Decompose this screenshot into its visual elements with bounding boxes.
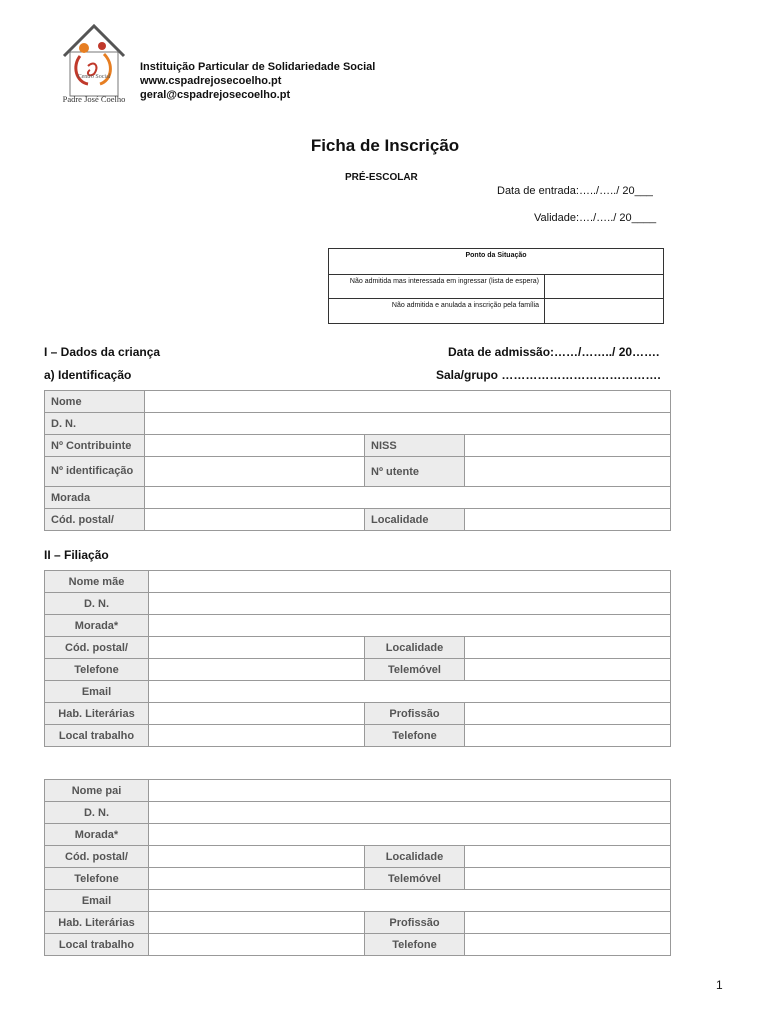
child-identification-table <box>44 390 671 531</box>
father-work-phone-input[interactable] <box>465 934 671 956</box>
entry-date-field[interactable]: Data de entrada:…../…../ 20___ <box>497 185 653 197</box>
father-profession-label: Profissão <box>365 912 465 934</box>
father-education-input[interactable] <box>149 912 365 934</box>
situation-box <box>328 248 664 324</box>
child-id-input[interactable] <box>145 457 365 487</box>
mother-phone-label: Telefone <box>45 659 149 681</box>
admission-date-field[interactable]: Data de admissão:……/……../ 20……. <box>448 345 660 359</box>
father-dob-input[interactable] <box>149 802 671 824</box>
institution-email[interactable]: geral@cspadrejosecoelho.pt <box>140 89 291 101</box>
mother-education-input[interactable] <box>149 703 365 725</box>
mother-dob-input[interactable] <box>149 593 671 615</box>
child-address-label: Morada <box>45 487 145 509</box>
mother-email-input[interactable] <box>149 681 671 703</box>
page-subtitle: PRÉ-ESCOLAR <box>345 172 418 183</box>
child-locality-label: Localidade <box>365 509 465 531</box>
mother-postal-input[interactable] <box>149 637 365 659</box>
mother-work-phone-input[interactable] <box>465 725 671 747</box>
father-phone-input[interactable] <box>149 868 365 890</box>
mother-name-label: Nome mãe <box>45 571 149 593</box>
child-health-input[interactable] <box>465 457 671 487</box>
institution-logo <box>58 22 130 104</box>
mother-dob-label: D. N. <box>45 593 149 615</box>
page-number: 1 <box>716 978 723 992</box>
father-mobile-input[interactable] <box>465 868 671 890</box>
father-education-label: Hab. Literárias <box>45 912 149 934</box>
child-name-label: Nome <box>45 391 145 413</box>
child-id-label: Nº identificação <box>45 457 145 487</box>
father-work-phone-label: Telefone <box>365 934 465 956</box>
father-mobile-label: Telemóvel <box>365 868 465 890</box>
father-address-label: Morada* <box>45 824 149 846</box>
child-tax-label: Nº Contribuinte <box>45 435 145 457</box>
father-table <box>44 779 671 956</box>
father-profession-input[interactable] <box>465 912 671 934</box>
svg-text:Centro Social: Centro Social <box>77 74 111 80</box>
child-address-input[interactable] <box>145 487 671 509</box>
child-postal-input[interactable] <box>145 509 365 531</box>
mother-education-label: Hab. Literárias <box>45 703 149 725</box>
svg-text:Padre José Coelho: Padre José Coelho <box>62 94 126 104</box>
child-health-label: Nº utente <box>365 457 465 487</box>
page-title: Ficha de Inscrição <box>310 136 460 155</box>
father-locality-input[interactable] <box>465 846 671 868</box>
section1-heading: I – Dados da criança <box>44 345 161 359</box>
father-postal-label: Cód. postal/ <box>45 846 149 868</box>
mother-mobile-label: Telemóvel <box>365 659 465 681</box>
situation-row-waitlist <box>329 275 663 299</box>
child-niss-label: NISS <box>365 435 465 457</box>
child-dob-input[interactable] <box>145 413 671 435</box>
mother-profession-label: Profissão <box>365 703 465 725</box>
mother-postal-label: Cód. postal/ <box>45 637 149 659</box>
mother-address-label: Morada* <box>45 615 149 637</box>
institution-info <box>140 60 375 102</box>
father-locality-label: Localidade <box>365 846 465 868</box>
situation-row-cancelled <box>329 299 663 323</box>
father-email-input[interactable] <box>149 890 671 912</box>
mother-mobile-input[interactable] <box>465 659 671 681</box>
child-niss-input[interactable] <box>465 435 671 457</box>
child-tax-input[interactable] <box>145 435 365 457</box>
mother-email-label: Email <box>45 681 149 703</box>
validity-field[interactable]: Validade:…./…../ 20____ <box>534 212 657 224</box>
mother-locality-input[interactable] <box>465 637 671 659</box>
mother-phone-input[interactable] <box>149 659 365 681</box>
mother-table <box>44 570 671 747</box>
mother-workplace-label: Local trabalho <box>45 725 149 747</box>
father-dob-label: D. N. <box>45 802 149 824</box>
father-workplace-input[interactable] <box>149 934 365 956</box>
institution-website[interactable]: www.cspadrejosecoelho.pt <box>140 75 282 87</box>
child-dob-label: D. N. <box>45 413 145 435</box>
mother-address-input[interactable] <box>149 615 671 637</box>
child-postal-label: Cód. postal/ <box>45 509 145 531</box>
mother-work-phone-label: Telefone <box>365 725 465 747</box>
institution-name: Instituição Particular de Solidariedade Social <box>140 61 376 73</box>
section2-heading: II – Filiação <box>44 548 109 562</box>
father-email-label: Email <box>45 890 149 912</box>
group-field[interactable]: Sala/grupo …………………………………. <box>436 368 661 382</box>
situation-heading: Ponto da Situação <box>329 249 663 275</box>
mother-locality-label: Localidade <box>365 637 465 659</box>
mother-workplace-input[interactable] <box>149 725 365 747</box>
father-workplace-label: Local trabalho <box>45 934 149 956</box>
father-postal-input[interactable] <box>149 846 365 868</box>
situation-check-waitlist[interactable] <box>544 275 663 298</box>
identification-heading: a) Identificação <box>44 368 132 382</box>
mother-name-input[interactable] <box>149 571 671 593</box>
situation-label-waitlist: Não admitida mas interessada em ingressar (lista de espera) <box>349 278 539 285</box>
child-name-input[interactable] <box>145 391 671 413</box>
father-name-label: Nome pai <box>45 780 149 802</box>
situation-label-cancelled: Não admitida e anulada a inscrição pela família <box>391 302 539 309</box>
mother-profession-input[interactable] <box>465 703 671 725</box>
child-locality-input[interactable] <box>465 509 671 531</box>
father-address-input[interactable] <box>149 824 671 846</box>
father-name-input[interactable] <box>149 780 671 802</box>
situation-check-cancelled[interactable] <box>544 299 663 323</box>
father-phone-label: Telefone <box>45 868 149 890</box>
